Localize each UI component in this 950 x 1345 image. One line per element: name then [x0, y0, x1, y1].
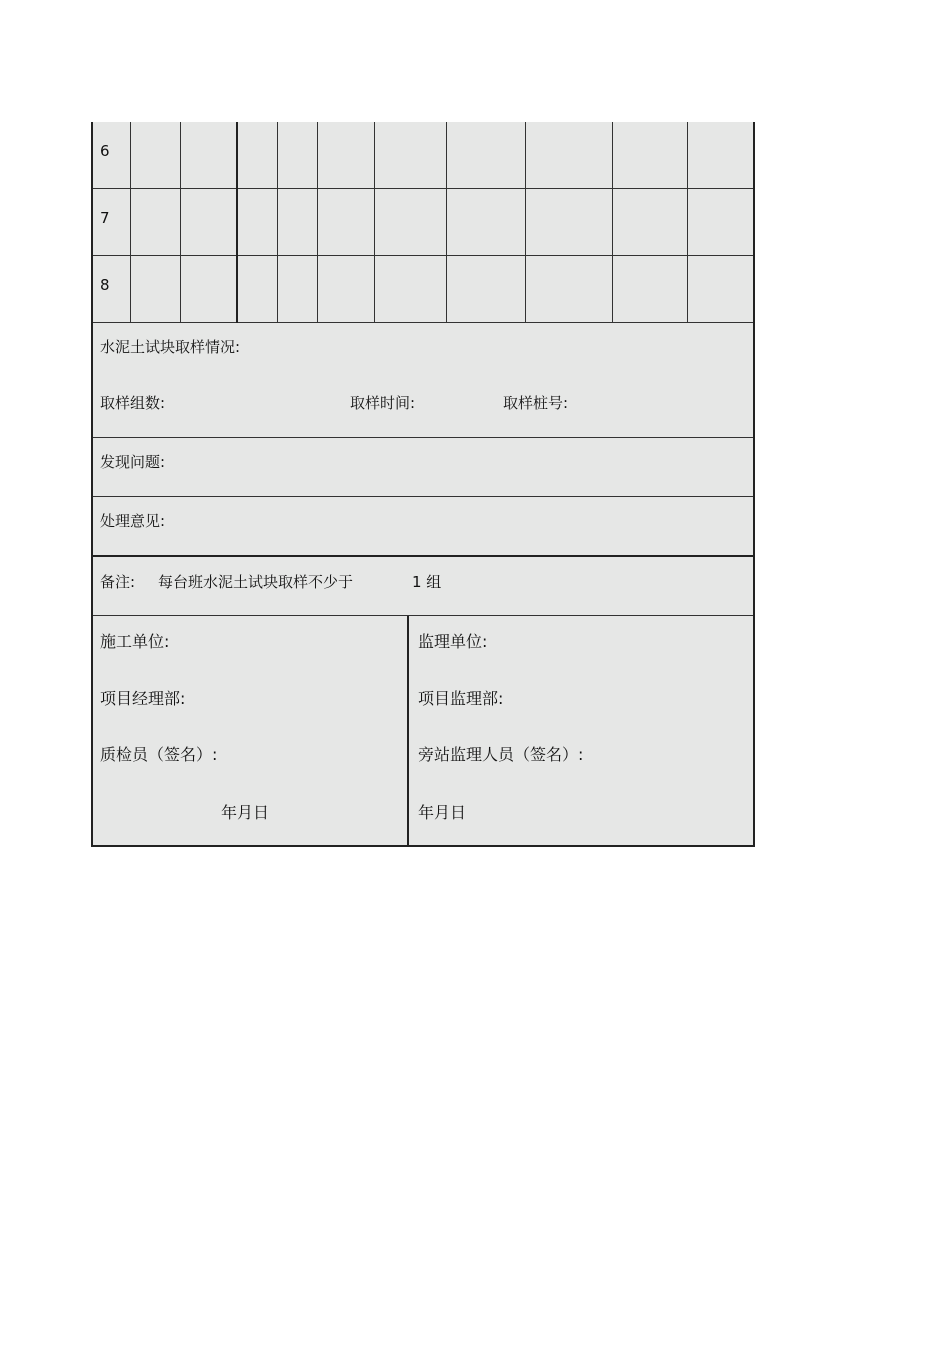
table-cell[interactable]	[446, 189, 525, 256]
supervisor-signature-label: 旁站监理人员（签名）:	[418, 745, 584, 764]
table-cell[interactable]	[374, 256, 446, 323]
table-row	[93, 256, 753, 323]
supervision-unit-label: 监理单位:	[418, 632, 488, 651]
sampling-section	[93, 323, 753, 438]
table-cell[interactable]	[687, 256, 753, 323]
table-cell[interactable]	[525, 256, 612, 323]
row-number: 8	[93, 256, 130, 323]
table-cell[interactable]	[612, 256, 687, 323]
sampling-title: 水泥土试块取样情况:	[100, 338, 241, 356]
signature-section	[93, 616, 753, 845]
table-cell[interactable]	[237, 122, 277, 189]
remark-section	[93, 557, 753, 616]
table-cell[interactable]	[446, 256, 525, 323]
supervision-date-label: 年月日	[418, 803, 467, 822]
table-cell[interactable]	[130, 122, 180, 189]
problems-label: 发现问题:	[100, 453, 166, 471]
supervision-column	[409, 616, 753, 845]
table-cell[interactable]	[317, 189, 374, 256]
construction-column	[93, 616, 409, 845]
table-cell[interactable]	[687, 122, 753, 189]
table-row	[93, 122, 753, 189]
table-cell[interactable]	[374, 189, 446, 256]
remark-label: 备注:	[100, 573, 136, 591]
problems-section	[93, 438, 753, 497]
handling-label: 处理意见:	[100, 512, 166, 530]
table-cell[interactable]	[612, 122, 687, 189]
table-cell[interactable]	[237, 189, 277, 256]
table-cell[interactable]	[277, 189, 317, 256]
table-cell[interactable]	[130, 189, 180, 256]
table-cell[interactable]	[525, 189, 612, 256]
table-cell[interactable]	[374, 122, 446, 189]
table-cell[interactable]	[180, 122, 237, 189]
construction-unit-label: 施工单位:	[100, 632, 170, 651]
record-grid	[93, 122, 753, 323]
table-cell[interactable]	[130, 256, 180, 323]
supervision-dept-label: 项目监理部:	[418, 689, 504, 708]
table-cell[interactable]	[237, 256, 277, 323]
table-cell[interactable]	[612, 189, 687, 256]
table-cell[interactable]	[446, 122, 525, 189]
table-cell[interactable]	[180, 256, 237, 323]
construction-date-label: 年月日	[221, 803, 270, 822]
sampling-group-count-label: 取样组数:	[100, 394, 166, 412]
remark-text: 每台班水泥土试块取样不少于	[158, 573, 354, 591]
sampling-time-label: 取样时间:	[350, 394, 416, 412]
table-cell[interactable]	[687, 189, 753, 256]
remark-count: 1 组	[412, 573, 442, 591]
table-cell[interactable]	[525, 122, 612, 189]
sampling-pile-label: 取样桩号:	[503, 394, 569, 412]
inspection-form	[91, 122, 755, 847]
handling-section	[93, 497, 753, 557]
table-row	[93, 189, 753, 256]
table-cell[interactable]	[277, 256, 317, 323]
row-number: 6	[93, 122, 130, 189]
table-cell[interactable]	[180, 189, 237, 256]
table-cell[interactable]	[317, 256, 374, 323]
inspector-signature-label: 质检员（签名）:	[100, 745, 218, 764]
construction-dept-label: 项目经理部:	[100, 689, 186, 708]
table-cell[interactable]	[317, 122, 374, 189]
row-number: 7	[93, 189, 130, 256]
table-cell[interactable]	[277, 122, 317, 189]
